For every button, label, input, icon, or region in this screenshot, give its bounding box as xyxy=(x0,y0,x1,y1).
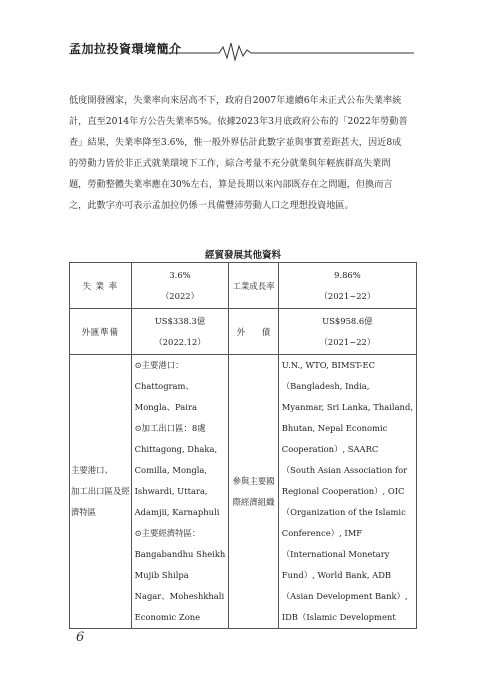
value-line: （Organization of the Islamic xyxy=(281,507,406,517)
value-line: US$958.6億 xyxy=(322,315,373,326)
unemployment-label: 失 業 率 xyxy=(70,263,132,309)
value-line: US$338.3億 xyxy=(154,315,206,326)
header-title: 孟加拉投資環境簡介 xyxy=(69,42,182,56)
label-line: 加工出口區及經 xyxy=(71,486,130,496)
page-header xyxy=(69,38,414,62)
body-line: 之，此數字亦可表示孟加拉仍係一具備豐沛勞動人口之理想投資地區。 xyxy=(69,200,354,211)
value-line: 9.86% xyxy=(334,269,361,280)
value-line: Bangabandhu Sheikh xyxy=(134,549,226,559)
value-line: （International Monetary xyxy=(281,549,390,559)
body-line: 題，勞動整體失業率應在30%左右，算是長期以來內部既存在之問題，但換而言 xyxy=(69,179,393,190)
value-line: Ishwardi, Uttara, xyxy=(134,486,208,496)
external-debt-value xyxy=(278,309,416,355)
label-line: 際經濟組織 xyxy=(232,496,275,507)
value-line: （Asian Development Bank）, xyxy=(281,591,408,601)
body-line: 低度開發國家，失業率向來居高不下，政府自2007年連續6年未正式公布失業率統 xyxy=(69,95,402,106)
value-line: Fund）, World Bank, ADB xyxy=(281,570,392,580)
value-line: Mujib Shilpa xyxy=(134,570,189,580)
value-line: Regional Cooperation）, OIC xyxy=(281,486,405,496)
value-line: Nagar、Moheshkhali xyxy=(134,591,225,601)
industrial-growth-label: 工業成長率 xyxy=(229,263,278,309)
value-line: （2022.12） xyxy=(154,336,206,347)
industrial-growth-value xyxy=(278,263,416,309)
value-line: Bhutan, Nepal Economic xyxy=(281,423,388,433)
value-line: 3.6% xyxy=(169,269,191,280)
body-paragraph xyxy=(69,90,417,216)
ports-zones-label xyxy=(70,355,132,629)
label-line: 主要港口、 xyxy=(71,465,113,475)
value-line: ⊙主要經濟特區： xyxy=(134,528,201,538)
value-line: Cooperation）, SAARC xyxy=(281,444,379,454)
body-line: 計，直至2014年方公告失業率5%。依據2023年3月底政府公布的「2022年勞動普 xyxy=(69,116,408,127)
foreign-reserve-value xyxy=(131,309,229,355)
external-debt-label: 外 債 xyxy=(229,309,278,355)
table-row xyxy=(70,263,417,309)
ports-zones-value xyxy=(131,355,229,629)
value-line: （2021~22） xyxy=(319,290,376,301)
value-line: Adamjii, Karnaphuli xyxy=(134,507,220,517)
value-line: （2022） xyxy=(160,290,200,301)
foreign-reserve-label: 外匯準備 xyxy=(70,309,132,355)
value-line: （Bangladesh, India, xyxy=(281,381,370,391)
value-line: IDB（Islamic Development xyxy=(281,612,396,622)
page-number: 6 xyxy=(76,630,85,645)
value-line: （South Asian Association for xyxy=(281,465,408,475)
value-line: Chittagong, Dhaka, xyxy=(134,444,218,454)
label-line: 參與主要國 xyxy=(232,475,275,486)
value-line: U.N., WTO, BIMST-EC xyxy=(281,360,376,370)
value-line: ⊙加工出口區：8處 xyxy=(134,423,206,433)
label-line: 濟特區 xyxy=(71,507,97,517)
value-line: Comilla, Mongla, xyxy=(134,465,208,475)
table-row xyxy=(70,355,417,629)
value-line: Conference）, IMF xyxy=(281,528,363,538)
value-line: Economic Zone xyxy=(134,612,201,622)
value-line: ⊙主要港口： xyxy=(134,360,184,370)
economic-data-table xyxy=(69,262,417,629)
intl-organizations-value xyxy=(278,355,416,629)
table-row xyxy=(70,309,417,355)
value-line: Chattogram、 xyxy=(134,381,194,391)
intl-organizations-label xyxy=(229,355,278,629)
value-line: Mongla、Paira xyxy=(134,402,197,412)
body-line: 查」結果，失業率降至3.6%，惟一般外界估計此數字並與事實差距甚大，因近8成 xyxy=(69,137,402,148)
unemployment-value xyxy=(131,263,229,309)
value-line: Myanmar, Sri Lanka, Thailand, xyxy=(281,402,413,412)
table-title: 經貿發展其他資料 xyxy=(204,250,281,261)
body-line: 的勞動力皆於非正式就業環境下工作，綜合考量不充分就業與年輕族群高失業問 xyxy=(69,158,391,169)
value-line: （2021~22） xyxy=(319,336,376,347)
